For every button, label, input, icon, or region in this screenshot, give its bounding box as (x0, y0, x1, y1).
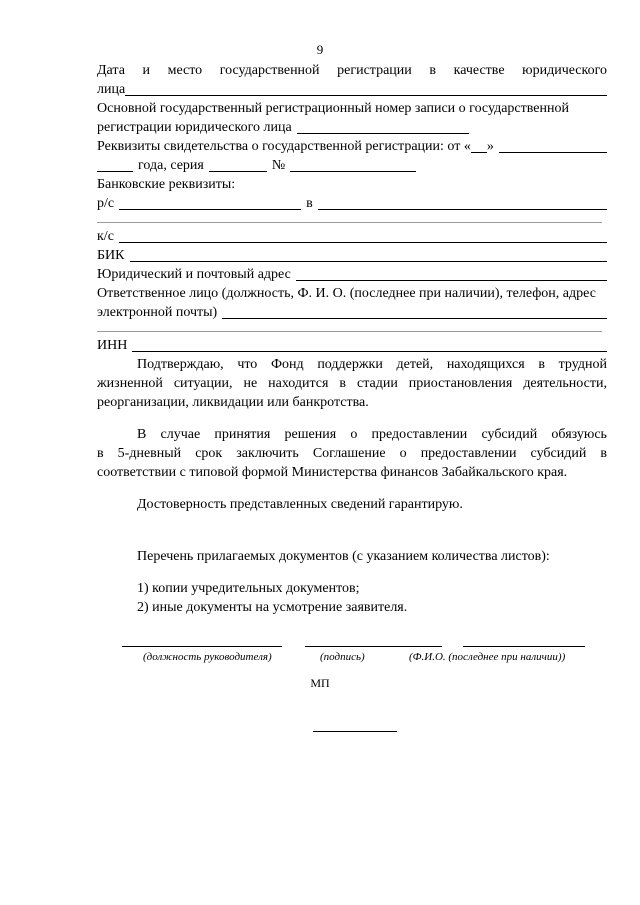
obligation-line-2 (97, 444, 607, 463)
word: субсидий (481, 427, 538, 442)
position-caption: (должность руководителя) (143, 651, 272, 663)
bank-details-heading: Банковские реквизиты: (97, 177, 236, 192)
ogrn-row (97, 118, 607, 137)
certificate-day-field[interactable] (471, 138, 487, 153)
account-label: р/с (97, 196, 115, 211)
account-row (97, 194, 607, 213)
responsible-person-field[interactable] (222, 304, 607, 319)
confirm-line-2 (97, 374, 607, 393)
word: стадии (356, 376, 398, 391)
word: место (167, 63, 203, 78)
word: В (137, 427, 147, 442)
number-sign-label: № (271, 158, 286, 173)
certificate-series-field[interactable] (209, 157, 267, 172)
word: Подтверждаю, (137, 357, 224, 372)
word: случае (160, 427, 201, 442)
corr-account-row (97, 227, 607, 246)
confirm-paragraph (97, 355, 607, 412)
ogrn-label: Основной государственный регистрационный номер записи о государственной (97, 101, 569, 116)
account-field[interactable] (119, 195, 301, 210)
stamp-place: МП (310, 676, 330, 690)
attachment-item-2: 2) иные документы на усмотрение заявителя. (137, 600, 408, 615)
bank-name-field[interactable] (318, 195, 607, 210)
registration-date-place-field[interactable] (125, 81, 607, 96)
confirm-line-1 (97, 355, 607, 374)
signature-line[interactable] (305, 646, 442, 647)
corr-account-field[interactable] (119, 228, 607, 243)
address-field[interactable] (296, 266, 607, 281)
word: качестве (453, 63, 505, 78)
word: Дата (97, 63, 125, 78)
responsible-person-label-cont: электронной почты) (97, 305, 218, 320)
registration-date-place-cont: лица (97, 82, 126, 97)
word: находится (268, 376, 329, 391)
attachments-title: Перечень прилагаемых документов (с указанием количества листов): (137, 549, 550, 564)
word: субсидий (530, 446, 587, 461)
word: в (339, 376, 347, 391)
registration-date-place-label (97, 61, 607, 80)
word: трудной (558, 357, 607, 372)
word: Соглашение (312, 446, 386, 461)
confirm-text-3: реорганизации, ликвидации или банкротства. (97, 395, 369, 410)
bik-field[interactable] (130, 247, 608, 262)
inn-row (97, 336, 607, 355)
ogrn-label-cont: регистрации юридического лица (97, 120, 292, 135)
responsible-continuation-line[interactable] (97, 322, 602, 332)
word: юридического (522, 63, 607, 78)
word: в (429, 63, 437, 78)
word: обязуюсь (551, 427, 607, 442)
obligation-line-1 (97, 425, 607, 444)
ogrn-line1 (97, 99, 607, 118)
guarantee-text: Достоверность представленных сведений гарантирую. (137, 497, 463, 512)
word: решения (284, 427, 337, 442)
word: в (600, 446, 607, 461)
word: находящихся (446, 357, 525, 372)
word: заключить (236, 446, 299, 461)
word: Фонд (270, 357, 304, 372)
word: жизненной (97, 376, 163, 391)
word: приостановления (408, 376, 513, 391)
word: в (97, 446, 104, 461)
responsible-row (97, 303, 607, 322)
bank-in-label: в (306, 196, 313, 211)
bank-name-continuation-line[interactable] (97, 213, 602, 223)
page-number: 9 (316, 42, 324, 57)
ogrn-field[interactable] (297, 119, 469, 134)
name-signature-line[interactable] (463, 646, 585, 647)
bank-details-row (97, 175, 607, 194)
inn-field[interactable] (132, 337, 607, 352)
word: не (243, 376, 258, 391)
year-series-label: года, серия (138, 158, 204, 173)
word: о (350, 427, 358, 442)
position-signature-line[interactable] (122, 646, 282, 647)
word: регистрации (337, 63, 412, 78)
word: поддержки (317, 357, 383, 372)
word: в (538, 357, 545, 372)
word: предоставлении (420, 446, 517, 461)
applicant-details-form (97, 61, 607, 355)
word: срок (195, 446, 223, 461)
certificate-label: Реквизиты свидетельства о государственной регистрации: от « (97, 139, 471, 154)
responsible-line1 (97, 284, 607, 303)
address-label: Юридический и почтовый адрес (97, 267, 291, 282)
word: ситуации, (173, 376, 233, 391)
word: государственной (219, 63, 320, 78)
certificate-month-field[interactable] (499, 138, 607, 153)
registration-date-place-row (97, 80, 607, 99)
certificate-number-field[interactable] (290, 157, 416, 172)
end-divider (313, 731, 397, 732)
obligation-paragraph (97, 425, 607, 482)
word: что (237, 357, 258, 372)
signature-caption: (подпись) (320, 651, 365, 663)
obligation-text-3: соответствии с типовой формой Министерства финансов Забайкальского края. (97, 465, 568, 480)
address-row (97, 265, 607, 284)
quote-close: » (486, 139, 494, 154)
attachment-item-1: 1) копии учредительных документов; (137, 581, 360, 596)
certificate-year-field[interactable] (97, 157, 133, 172)
word: детей, (396, 357, 434, 372)
corr-account-label: к/с (97, 229, 114, 244)
responsible-person-label: Ответственное лицо (должность, Ф. И. О. (последнее при наличии), телефон, адрес (97, 286, 596, 301)
word: и (142, 63, 150, 78)
inn-label: ИНН (97, 338, 128, 353)
certificate-row (97, 137, 607, 156)
word: принятия (214, 427, 271, 442)
name-caption: (Ф.И.О. (последнее при наличии)) (409, 651, 566, 663)
word: 5-дневный (117, 446, 182, 461)
word: деятельности, (523, 376, 607, 391)
bik-row (97, 246, 607, 265)
word: о (399, 446, 407, 461)
certificate-year-row (97, 156, 607, 175)
bik-label: БИК (97, 248, 125, 263)
word: предоставлении (371, 427, 468, 442)
